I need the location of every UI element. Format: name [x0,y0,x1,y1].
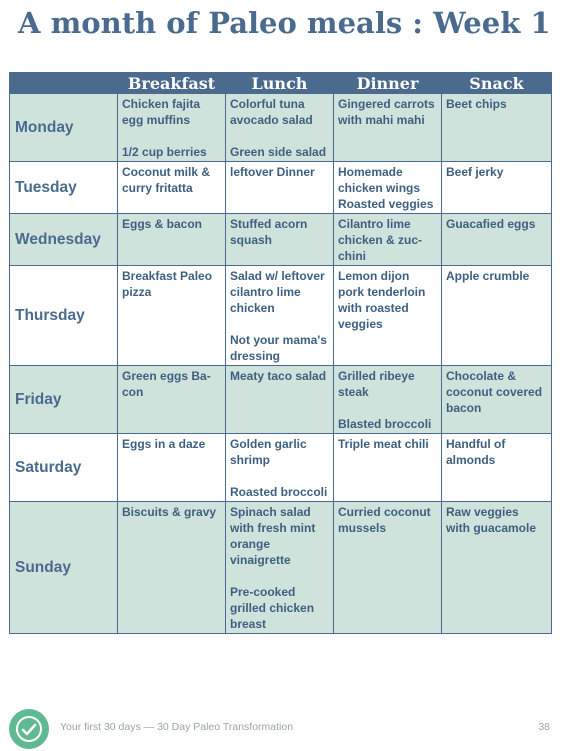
header-lunch: Lunch [226,73,334,94]
table-row [10,366,552,434]
snack-cell: Apple crumble [442,266,552,366]
lunch-cell: Salad w/ leftover cilantro lime chicken Not your mama's dressing [226,266,334,366]
dinner-cell: Triple meat chili [334,434,442,502]
dinner-cell: Curried coconut mussels [334,502,442,634]
header-corner [10,73,118,94]
page-number: 38 [538,721,550,733]
table-row [10,94,552,162]
day-label: Tuesday [10,162,118,214]
breakfast-cell: Chicken fajita egg muffins 1/2 cup berries [118,94,226,162]
table-row [10,266,552,366]
snack-cell: Beet chips [442,94,552,162]
page-title: A month of Paleo meals : Week 1 [18,6,551,40]
breakfast-cell: Breakfast Paleo pizza [118,266,226,366]
table-row [10,162,552,214]
lunch-cell: leftover Dinner [226,162,334,214]
day-label: Thursday [10,266,118,366]
lunch-cell: Stuffed acorn squash [226,214,334,266]
day-label: Saturday [10,434,118,502]
dinner-cell: Lemon dijon pork tenderloin with roasted veggies [334,266,442,366]
table-row [10,502,552,634]
footer-text: Your first 30 days — 30 Day Paleo Transformation [60,721,294,733]
table-row [10,434,552,502]
snack-cell: Chocolate & coconut covered bacon [442,366,552,434]
dinner-cell: Homemade chicken wings Roasted veggies [334,162,442,214]
lunch-cell: Spinach salad with fresh mint orange vinaigrette Pre-cooked grilled chicken breast [226,502,334,634]
lunch-cell: Golden garlic shrimp Roasted broccoli [226,434,334,502]
breakfast-cell: Coconut milk & curry fritatta [118,162,226,214]
day-label: Wednesday [10,214,118,266]
checkmark-icon [20,722,38,738]
dinner-cell: Grilled ribeye steak Blasted broccoli [334,366,442,434]
day-label: Friday [10,366,118,434]
header-dinner: Dinner [334,73,442,94]
table-header-row [10,73,552,94]
header-breakfast: Breakfast [118,73,226,94]
lunch-cell: Meaty taco salad [226,366,334,434]
breakfast-cell: Green eggs Ba- con [118,366,226,434]
snack-cell: Beef jerky [442,162,552,214]
snack-cell: Guacafied eggs [442,214,552,266]
day-label: Sunday [10,502,118,634]
breakfast-cell: Eggs & bacon [118,214,226,266]
checkmark-badge [9,709,49,749]
table-row [10,214,552,266]
header-snack: Snack [442,73,552,94]
day-label: Monday [10,94,118,162]
breakfast-cell: Biscuits & gravy [118,502,226,634]
lunch-cell: Colorful tuna avocado salad Green side salad [226,94,334,162]
snack-cell: Raw veggies with guacamole [442,502,552,634]
breakfast-cell: Eggs in a daze [118,434,226,502]
dinner-cell: Cilantro lime chicken & zuc- chini [334,214,442,266]
dinner-cell: Gingered carrots with mahi mahi [334,94,442,162]
meal-plan-table [9,72,552,634]
snack-cell: Handful of almonds [442,434,552,502]
